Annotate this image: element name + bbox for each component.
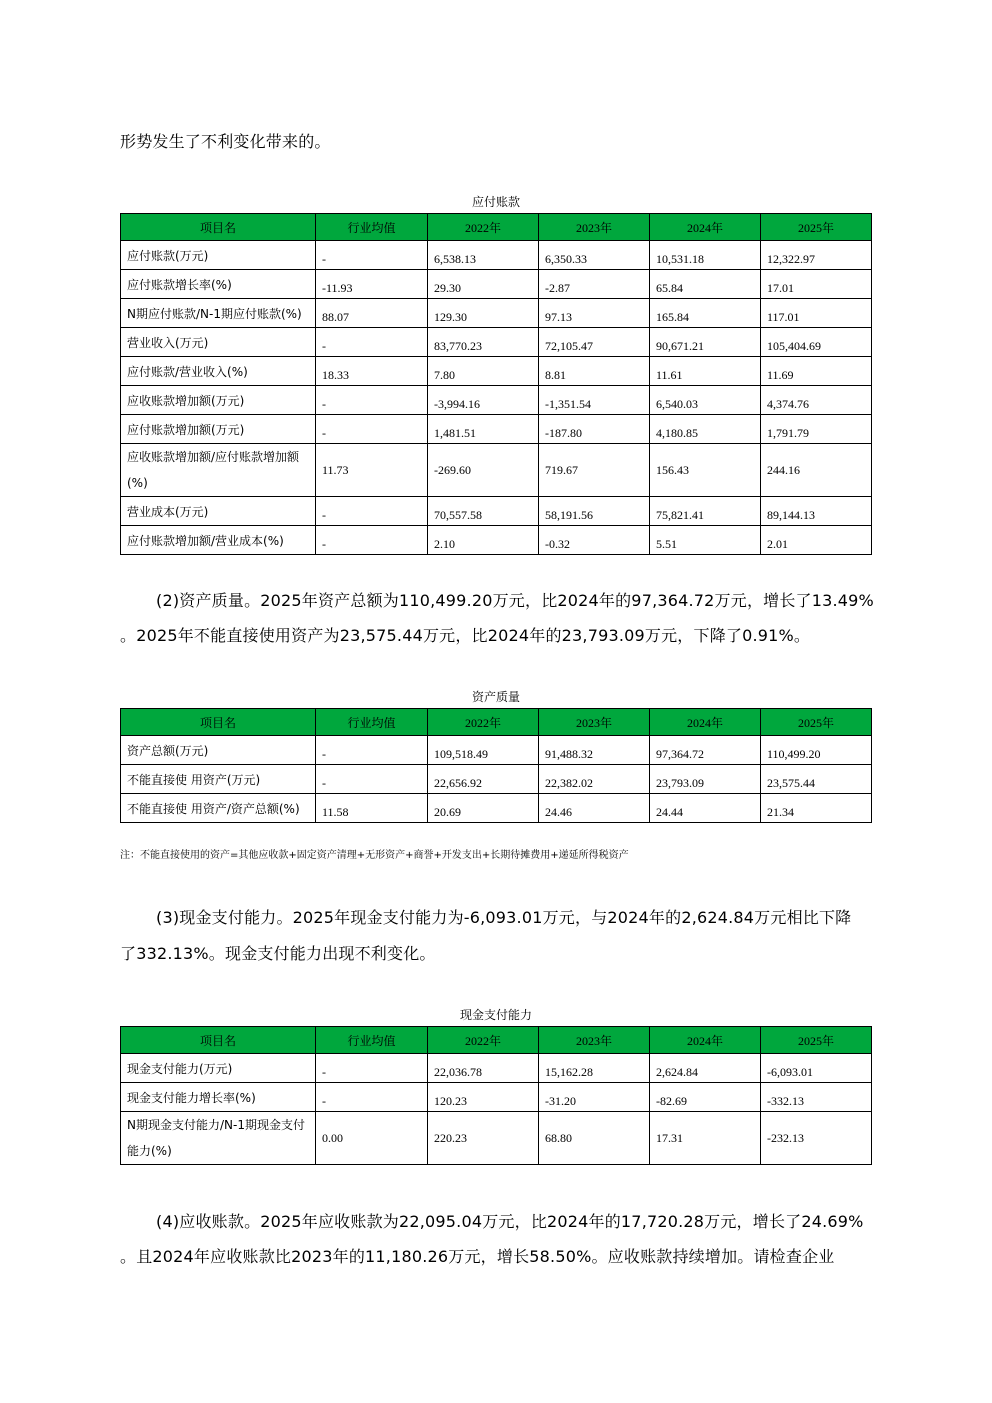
value-cell: - [316,497,428,526]
value-cell: - [316,736,428,765]
table-header-cell: 2024年 [650,1027,761,1054]
value-cell: 6,350.33 [539,241,650,270]
value-cell: -187.80 [539,415,650,444]
table-header-cell: 2022年 [428,709,539,736]
value-cell: 24.44 [650,794,761,823]
value-cell: 24.46 [539,794,650,823]
value-cell: 6,540.03 [650,386,761,415]
paragraph-cash-line1: (3)现金支付能力。2025年现金支付能力为-6,093.01万元，与2024年的2,624.84万元相比下降 [156,908,852,927]
value-cell: 72,105.47 [539,328,650,357]
table-header-cell: 2022年 [428,1027,539,1054]
value-cell: 109,518.49 [428,736,539,765]
value-cell: -11.93 [316,270,428,299]
value-cell: 110,499.20 [761,736,872,765]
row-label-cell: N期现金支付能力/N-1期现金支付能力(%) [121,1112,316,1165]
row-label-cell: 应付账款(万元) [121,241,316,270]
payables-table [120,213,872,555]
value-cell: 22,656.92 [428,765,539,794]
table-caption-cash: 现金支付能力 [459,1008,532,1022]
value-cell: 65.84 [650,270,761,299]
value-cell: 11.69 [761,357,872,386]
table-header-cell: 行业均值 [316,214,428,241]
value-cell: 91,488.32 [539,736,650,765]
value-cell: -1,351.54 [539,386,650,415]
table-header-cell: 2025年 [761,214,872,241]
table-row [121,328,872,357]
value-cell: 11.61 [650,357,761,386]
row-label-cell: 应收账款增加额(万元) [121,386,316,415]
row-label-cell: 应付账款/营业收入(%) [121,357,316,386]
value-cell: 11.58 [316,794,428,823]
value-cell: 18.33 [316,357,428,386]
row-label-cell: 现金支付能力增长率(%) [121,1083,316,1112]
value-cell: -0.32 [539,526,650,555]
value-cell: -269.60 [428,444,539,497]
value-cell: 97,364.72 [650,736,761,765]
assets-table [120,708,872,823]
value-cell: 58,191.56 [539,497,650,526]
table-row [121,241,872,270]
table-row [121,415,872,444]
table-row [121,765,872,794]
row-label-cell: 营业成本(万元) [121,497,316,526]
row-label-cell: 不能直接使 用资产(万元) [121,765,316,794]
value-cell: 719.67 [539,444,650,497]
table-header-cell: 2023年 [539,214,650,241]
table-header-cell: 2023年 [539,709,650,736]
table-header-row [121,214,872,241]
value-cell: -3,994.16 [428,386,539,415]
value-cell: 105,404.69 [761,328,872,357]
value-cell: 220.23 [428,1112,539,1165]
row-label-cell: N期应付账款/N-1期应付账款(%) [121,299,316,328]
value-cell: - [316,1054,428,1083]
paragraph-intro-tail: 形势发生了不利变化带来的。 [120,132,331,151]
value-cell: 2,624.84 [650,1054,761,1083]
cash-table [120,1026,872,1165]
value-cell: - [316,1083,428,1112]
value-cell: 17.01 [761,270,872,299]
value-cell: 6,538.13 [428,241,539,270]
value-cell: - [316,526,428,555]
value-cell: 117.01 [761,299,872,328]
table-row [121,526,872,555]
value-cell: 70,557.58 [428,497,539,526]
value-cell: 5.51 [650,526,761,555]
value-cell: -31.20 [539,1083,650,1112]
row-label-cell: 应付账款增加额/营业成本(%) [121,526,316,555]
table-row [121,444,872,497]
table-row [121,299,872,328]
table-header-cell: 项目名 [121,1027,316,1054]
paragraph-asset-quality-line2: 。2025年不能直接使用资产为23,575.44万元，比2024年的23,793.09万元，下降了0.91%。 [120,626,811,645]
value-cell: - [316,386,428,415]
table-header-cell: 项目名 [121,214,316,241]
paragraph-asset-quality-line1: (2)资产质量。2025年资产总额为110,499.20万元，比2024年的97,364.72万元，增长了13.49% [156,591,874,610]
value-cell: - [316,765,428,794]
value-cell: 68.80 [539,1112,650,1165]
value-cell: -332.13 [761,1083,872,1112]
value-cell: 7.80 [428,357,539,386]
value-cell: 2.10 [428,526,539,555]
table-header-cell: 行业均值 [316,1027,428,1054]
table-header-cell: 2025年 [761,1027,872,1054]
value-cell: 22,036.78 [428,1054,539,1083]
value-cell: 1,481.51 [428,415,539,444]
value-cell: 1,791.79 [761,415,872,444]
value-cell: 23,793.09 [650,765,761,794]
value-cell: 22,382.02 [539,765,650,794]
table-row [121,736,872,765]
paragraph-receivable-line1: (4)应收账款。2025年应收账款为22,095.04万元，比2024年的17,720.28万元，增长了24.69% [156,1212,864,1231]
value-cell: 97.13 [539,299,650,328]
table-row [121,1083,872,1112]
value-cell: 4,180.85 [650,415,761,444]
row-label-cell: 应付账款增长率(%) [121,270,316,299]
row-label-cell: 现金支付能力(万元) [121,1054,316,1083]
table-header-cell: 2024年 [650,709,761,736]
table-header-row [121,1027,872,1054]
value-cell: 4,374.76 [761,386,872,415]
value-cell: 165.84 [650,299,761,328]
table-header-cell: 2023年 [539,1027,650,1054]
row-label-cell: 应付账款增加额(万元) [121,415,316,444]
table-row [121,357,872,386]
value-cell: 88.07 [316,299,428,328]
table-row [121,1112,872,1165]
value-cell: 75,821.41 [650,497,761,526]
table-caption-payables: 应付账款 [471,195,520,209]
value-cell: 20.69 [428,794,539,823]
row-label-cell: 不能直接使 用资产/资产总额(%) [121,794,316,823]
value-cell: 2.01 [761,526,872,555]
value-cell: - [316,241,428,270]
value-cell: 11.73 [316,444,428,497]
value-cell: 12,322.97 [761,241,872,270]
value-cell: 83,770.23 [428,328,539,357]
value-cell: 23,575.44 [761,765,872,794]
paragraph-receivable-line2: 。且2024年应收账款比2023年的11,180.26万元，增长58.50%。应收账款持续增加。请检查企业 [120,1247,835,1266]
value-cell: 89,144.13 [761,497,872,526]
value-cell: -2.87 [539,270,650,299]
table-header-cell: 2022年 [428,214,539,241]
value-cell: 21.34 [761,794,872,823]
value-cell: -82.69 [650,1083,761,1112]
table-row [121,270,872,299]
table-row [121,497,872,526]
value-cell: 17.31 [650,1112,761,1165]
table-header-cell: 行业均值 [316,709,428,736]
table-row [121,794,872,823]
table-header-cell: 项目名 [121,709,316,736]
value-cell: 129.30 [428,299,539,328]
row-label-cell: 资产总额(万元) [121,736,316,765]
table-header-cell: 2025年 [761,709,872,736]
value-cell: 10,531.18 [650,241,761,270]
table-row [121,386,872,415]
value-cell: 156.43 [650,444,761,497]
assets-table-note: 注：不能直接使用的资产=其他应收款+固定资产清理+无形资产+商誉+开发支出+长期待摊费用+递延所得税资产 [120,850,629,861]
value-cell: -232.13 [761,1112,872,1165]
value-cell: 15,162.28 [539,1054,650,1083]
value-cell: 120.23 [428,1083,539,1112]
paragraph-cash-line2: 了332.13%。现金支付能力出现不利变化。 [120,944,436,963]
value-cell: 244.16 [761,444,872,497]
table-header-row [121,709,872,736]
table-caption-assets: 资产质量 [471,690,520,704]
value-cell: - [316,328,428,357]
value-cell: 29.30 [428,270,539,299]
value-cell: - [316,415,428,444]
row-label-cell: 应收账款增加额/应付账款增加额(%) [121,444,316,497]
table-row [121,1054,872,1083]
value-cell: -6,093.01 [761,1054,872,1083]
value-cell: 8.81 [539,357,650,386]
value-cell: 90,671.21 [650,328,761,357]
row-label-cell: 营业收入(万元) [121,328,316,357]
value-cell: 0.00 [316,1112,428,1165]
table-header-cell: 2024年 [650,214,761,241]
